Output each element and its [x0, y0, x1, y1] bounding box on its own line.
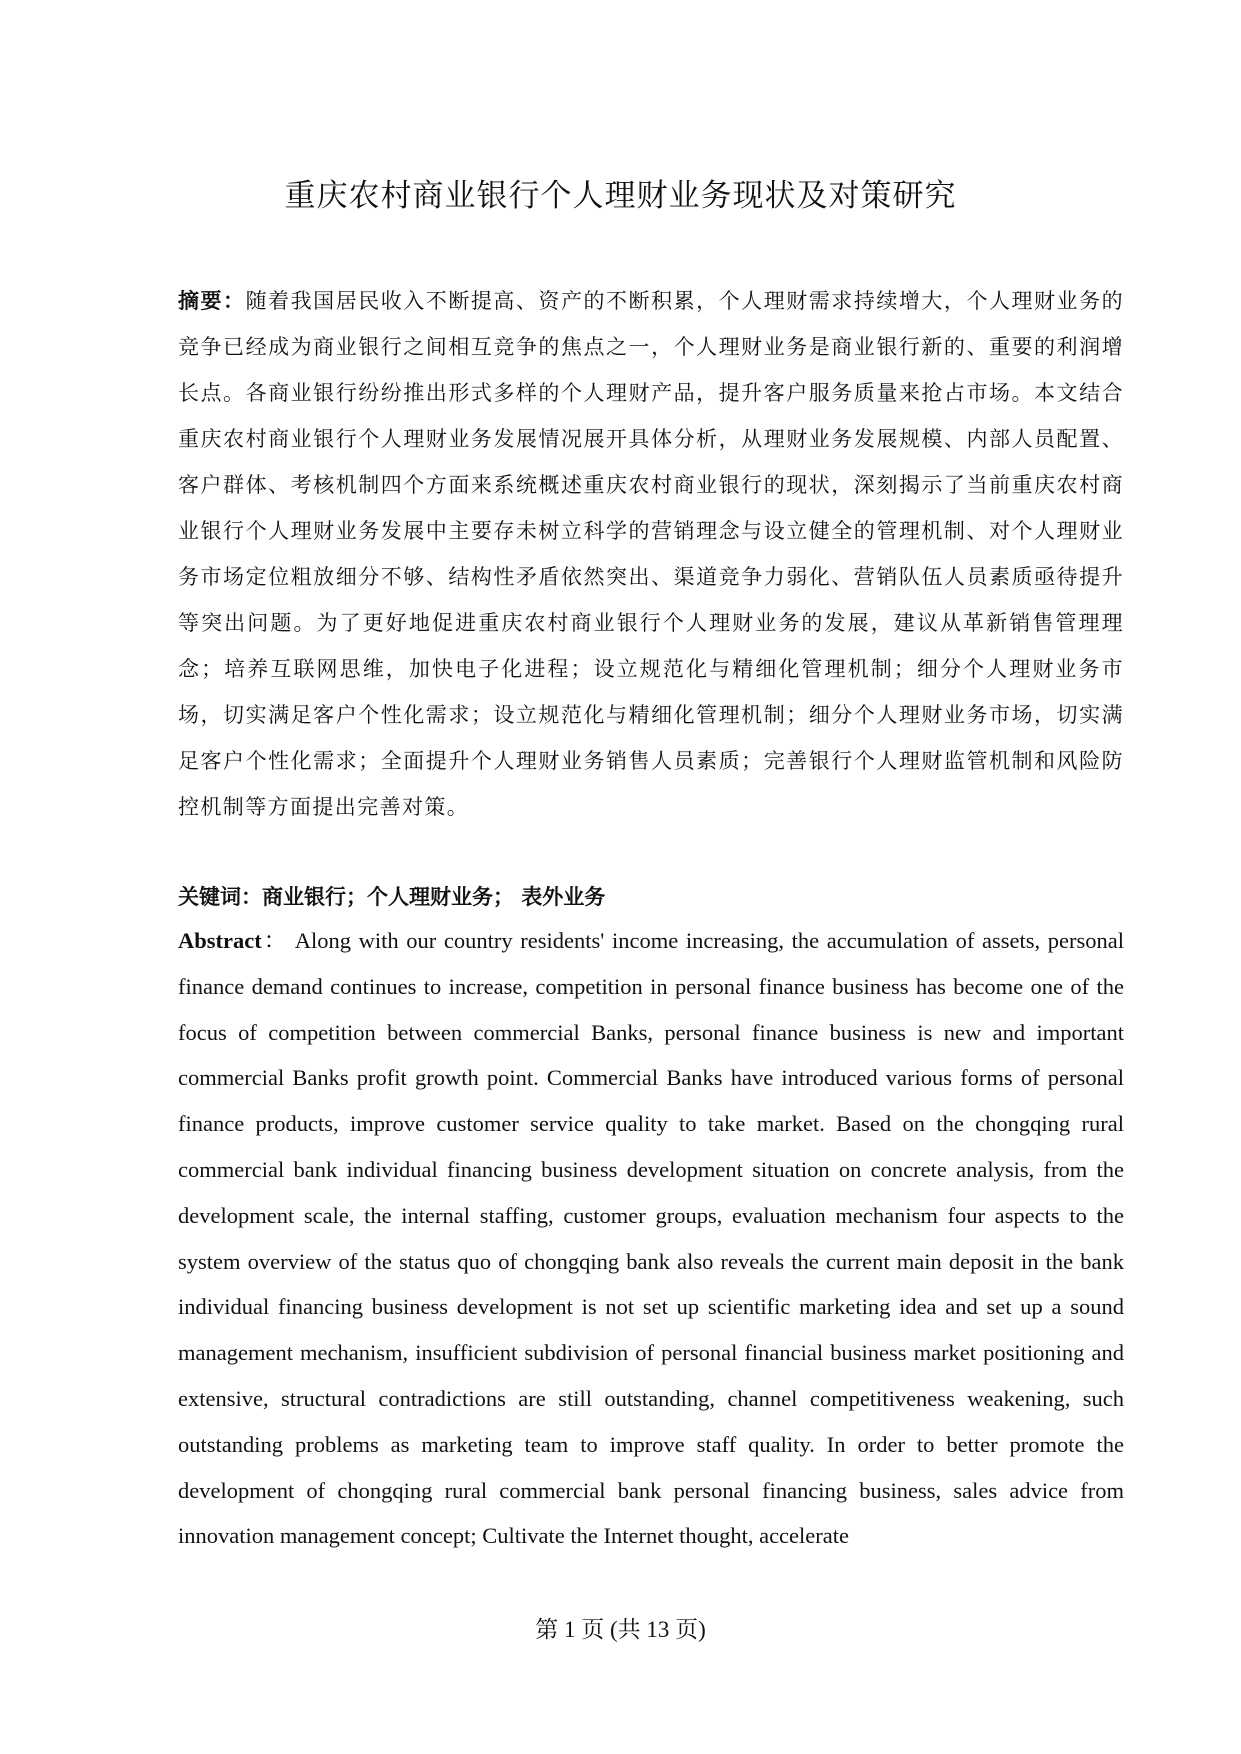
chinese-keywords-label: 关键词：: [178, 885, 262, 909]
english-abstract-label: Abstract: [178, 928, 262, 953]
chinese-abstract-label: 摘要：: [178, 289, 246, 313]
page-footer: 第 1 页 (共 13 页): [535, 1617, 706, 1642]
chinese-keywords-text: 商业银行；个人理财业务； 表外业务: [262, 885, 606, 909]
english-abstract-text: Along with our country residents' income increasing, the accumulation of assets, personal finance demand continues to increase, competition in personal finance business has become one of the focus of competition between commercial Banks, personal finance business is new and important commercial Banks profit growth point. Commercial Banks have introduced various forms of personal finance products, improve customer service quality to take market. Based on the chongqing rural commercial bank individual financing business development situation on concrete analysis, from the development scale, the internal staffing, customer groups, evaluation mechanism four aspects to the system overview of the status quo of chongqing bank also reveals the current main deposit in the bank individual financing business development is not set up scientific marketing idea and set up a sound management mechanism, insufficient subdivision of personal financial business market positioning and extensive, structural contradictions are still outstanding, channel competitiveness weakening, such outstanding problems as marketing team to improve staff quality. In order to better promote the development of chongqing rural commercial bank personal financing business, sales advice from innovation management concept; Cultivate the Internet thought, accelerate: [178, 928, 1124, 1549]
english-abstract-colon: ：: [261, 928, 289, 953]
document-title: 重庆农村商业银行个人理财业务现状及对策研究: [284, 178, 957, 214]
chinese-abstract: [178, 278, 1124, 830]
chinese-abstract-text: 随着我国居民收入不断提高、资产的不断积累，个人理财需求持续增大，个人理财业务的竞争已经成为商业银行之间相互竞争的焦点之一，个人理财业务是商业银行新的、重要的利润增长点。各商业银行纷纷推出形式多样的个人理财产品，提升客户服务质量来抢占市场。本文结合重庆农村商业银行个人理财业务发展情况展开具体分析，从理财业务发展规模、内部人员配置、客户群体、考核机制四个方面来系统概述重庆农村商业银行的现状，深刻揭示了当前重庆农村商业银行个人理财业务发展中主要存未树立科学的营销理念与设立健全的管理机制、对个人理财业务市场定位粗放细分不够、结构性矛盾依然突出、渠道竞争力弱化、营销队伍人员素质亟待提升等突出问题。为了更好地促进重庆农村商业银行个人理财业务的发展，建议从革新销售管理理念；培养互联网思维，加快电子化进程；设立规范化与精细化管理机制；细分个人理财业务市场，切实满足客户个性化需求；设立规范化与精细化管理机制；细分个人理财业务市场，切实满足客户个性化需求；全面提升个人理财业务销售人员素质；完善银行个人理财监管机制和风险防控机制等方面提出完善对策。: [178, 289, 1124, 819]
english-abstract: [178, 918, 1124, 1558]
chinese-keywords: [178, 874, 1124, 920]
